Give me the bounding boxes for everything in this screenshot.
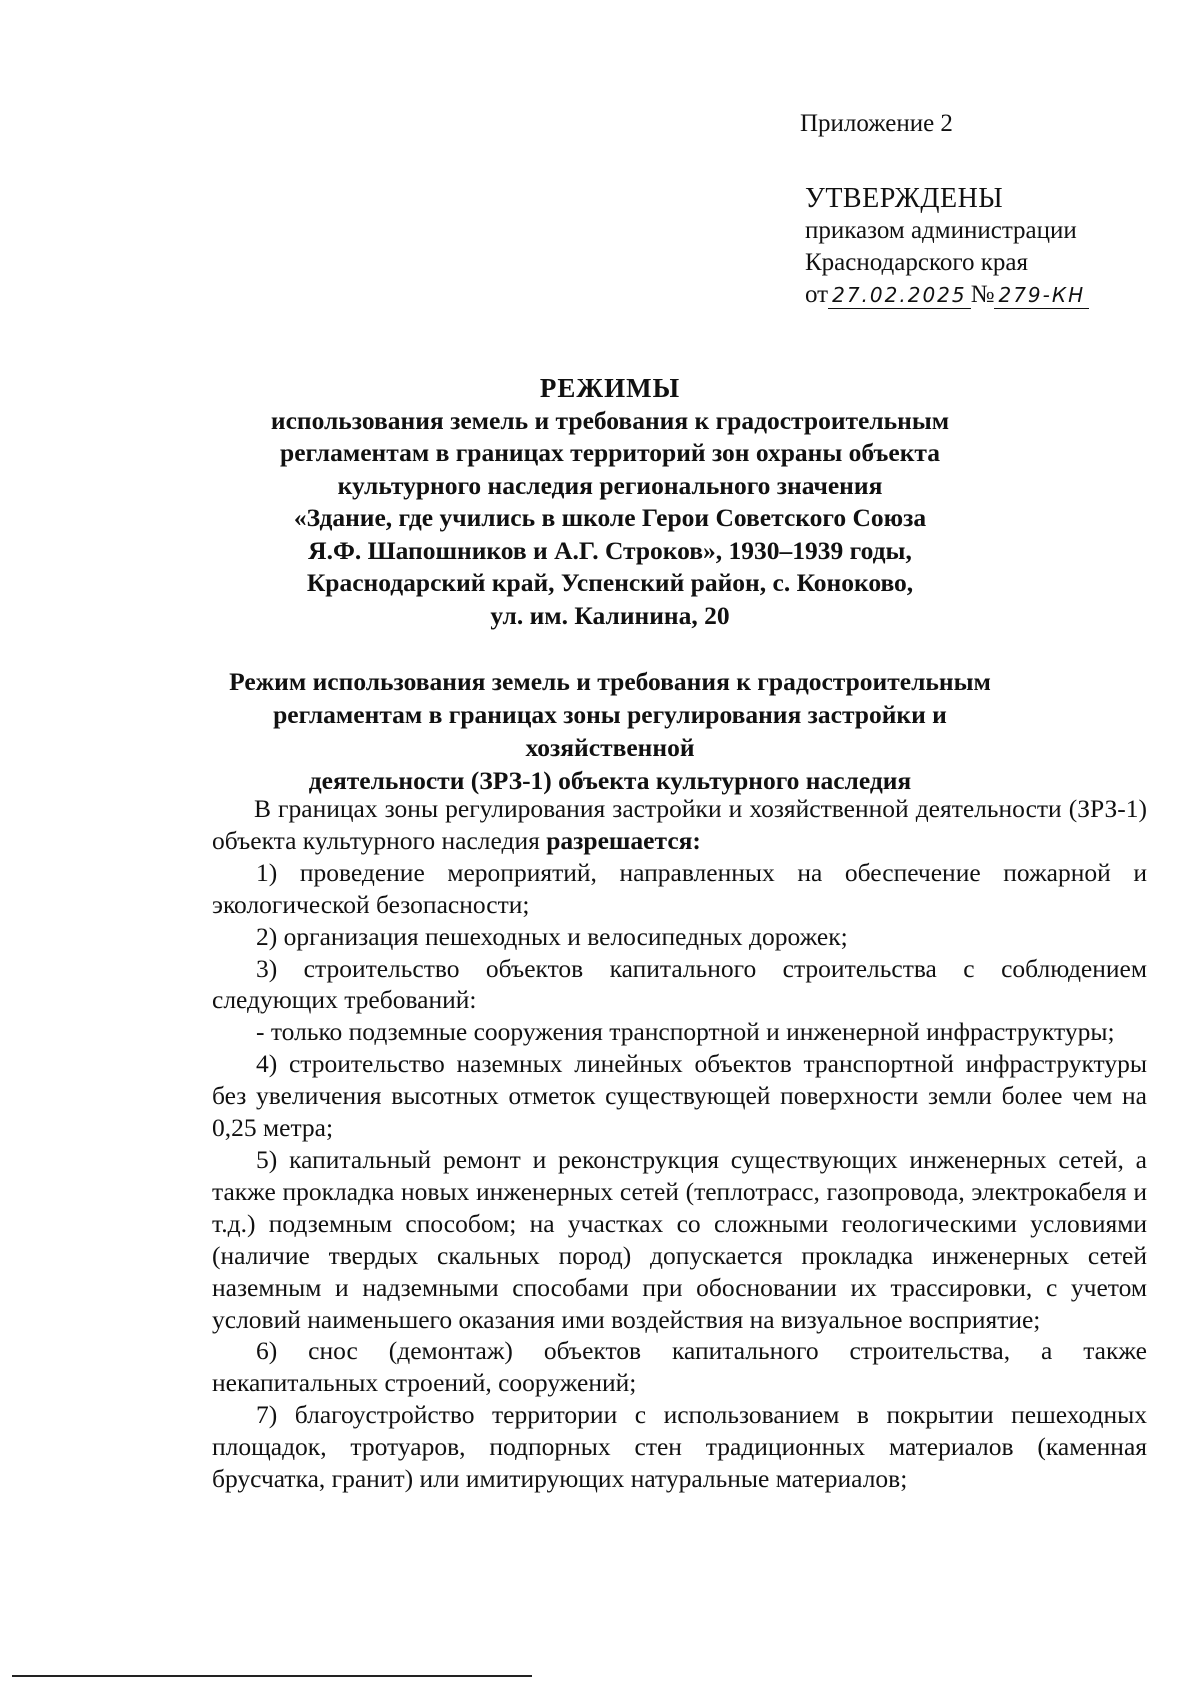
heading-line-5: Я.Ф. Шапошников и А.Г. Строков», 1930–1939 годы, (308, 535, 912, 565)
list-item-3: 3) строительство объектов капитального строительства с соблюдением следующих требований: (212, 953, 1147, 1015)
appendix-label: Приложение 2 (800, 110, 953, 137)
intro-bold: разрешается: (546, 825, 701, 855)
section-heading (195, 665, 1025, 797)
heading-line-2: регламентам в границах территорий зон охраны объекта (280, 438, 940, 467)
approved-date-line (805, 279, 1089, 311)
handwritten-number: 279-КН (994, 282, 1089, 309)
heading-line-7: ул. им. Калинина, 20 (490, 600, 730, 630)
heading-line-3: культурного наследия регионального значения (337, 470, 883, 500)
approved-line-2: Краснодарского края (805, 249, 1028, 276)
section-heading-line-3: деятельности (ЗРЗ-1) объекта культурного наследия (308, 766, 912, 795)
list-item-2: 2) организация пешеходных и велосипедных дорожек; (256, 921, 848, 951)
approved-line-1: приказом администрации (805, 217, 1077, 244)
list-item-5: 5) капитальный ремонт и реконструкция существующих инженерных сетей, а также прокладка новых инженерных сетей (теплотрасс, газопровода, электрокабеля и т.д.) подземным способом; на участках со сложными геологическими условиями (наличие твердых скальных пород) допускается прокладка инженерных сетей наземным и надземными способами при обосновании их трассировки, с учетом условий наименьшего оказания ими воздействия на визуальное восприятие; (212, 1144, 1147, 1334)
handwritten-date: 27.02.2025 (828, 282, 971, 309)
heading-line-4: «Здание, где учились в школе Герои Советского Союза (293, 503, 927, 532)
list-item-7: 7) благоустройство территории с использованием в покрытии пешеходных площадок, тротуаров, подпорных стен традиционных материалов (каменная брусчатка, гранит) или имитирующих натуральные материалов; (212, 1400, 1147, 1494)
document-title: РЕЖИМЫ (539, 373, 681, 403)
section-heading-line-1: Режим использования земель и требования к градостроительным (229, 667, 991, 696)
list-item-6: 6) снос (демонтаж) объектов капитального строительства, а также некапитальных строений, сооружений; (212, 1336, 1147, 1398)
list-item-3-sub: - только подземные сооружения транспортной и инженерной инфраструктуры; (256, 1017, 1115, 1047)
date-prefix: от (805, 281, 829, 308)
number-sign: № (970, 281, 995, 308)
list-item-4: 4) строительство наземных линейных объектов транспортной инфраструктуры без увеличения высотных отметок существующей поверхности земли более чем на 0,25 метра; (212, 1049, 1147, 1143)
intro-paragraph (212, 793, 1147, 857)
document-heading (210, 372, 1010, 632)
section-heading-line-2: регламентам в границах зоны регулирования застройки и хозяйственной (273, 700, 947, 762)
footer-rule (12, 1675, 532, 1677)
list-item-1: 1) проведение мероприятий, направленных на обеспечение пожарной и экологической безопасности; (212, 857, 1147, 919)
approved-title: УТВЕРЖДЕНЫ (805, 183, 1004, 214)
heading-line-1: использования земель и требования к градостроительным (270, 405, 950, 435)
document-body (212, 793, 1147, 1495)
approval-stamp-block (805, 183, 1089, 311)
heading-line-6: Краснодарский край, Успенский район, с. Коноково, (306, 568, 914, 597)
intro-text: В границах зоны регулирования застройки и хозяйственной деятельности (ЗРЗ-1) объекта культурного наследия (212, 794, 1147, 855)
